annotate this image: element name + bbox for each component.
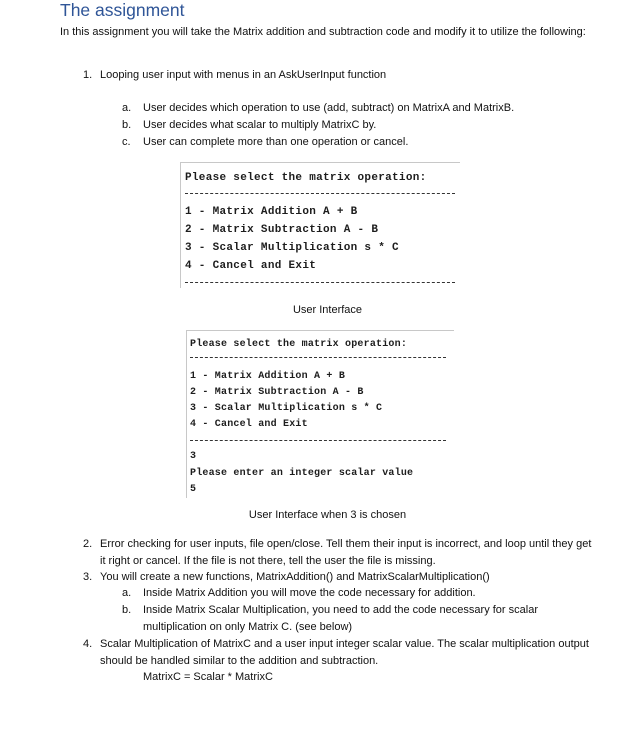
item-2-text: Error checking for user inputs, file open/close. Tell them their input is incorrect, and loop until they get it right or cancel. If the file is not there, tell the user the file is missing. <box>100 538 592 567</box>
console-prompt: Please select the matrix operation: <box>185 172 427 184</box>
console-option: 1 - Matrix Addition A + B <box>185 206 358 218</box>
console-scalar-value: 5 <box>190 484 197 495</box>
item-4-number: 4. <box>83 638 93 650</box>
item-3b-text: Inside Matrix Scalar Multiplication, you need to add the code necessary for scalar multiplication on only Matrix C. (see below) <box>143 604 538 633</box>
console-option: 4 - Cancel and Exit <box>190 419 308 430</box>
console-divider <box>190 440 446 441</box>
console-option: 2 - Matrix Subtraction A - B <box>190 387 364 398</box>
page-title: The assignment <box>60 0 185 20</box>
item-4-formula: MatrixC = Scalar * MatrixC <box>143 671 273 683</box>
console-screenshot-menu <box>180 162 460 290</box>
item-3a-letter: a. <box>122 587 132 599</box>
item-3-text: You will create a new functions, MatrixAddition() and MatrixScalarMultiplication() <box>100 571 490 583</box>
console-border <box>186 330 187 498</box>
item-3b-letter: b. <box>122 604 132 616</box>
console-border <box>180 162 460 163</box>
console-divider <box>185 193 455 194</box>
item-1a-text: User decides which operation to use (add, subtract) on MatrixA and MatrixB. <box>143 102 515 114</box>
console-option: 3 - Scalar Multiplication s * C <box>185 242 399 254</box>
console-option: 4 - Cancel and Exit <box>185 260 317 272</box>
intro-paragraph: In this assignment you will take the Matrix addition and subtraction code and modify it to utilize the following: <box>60 26 586 38</box>
console-border <box>186 330 454 331</box>
item-1c-text: User can complete more than one operation or cancel. <box>143 136 409 148</box>
item-1b-text: User decides what scalar to multiply MatrixC by. <box>143 119 377 131</box>
item-4-text: Scalar Multiplication of MatrixC and a user input integer scalar value. The scalar multiplication output should be handled similar to the addition and subtraction. <box>100 638 589 667</box>
console-option: 1 - Matrix Addition A + B <box>190 371 346 382</box>
item-1a-letter: a. <box>122 102 132 114</box>
console-option: 3 - Scalar Multiplication s * C <box>190 403 383 414</box>
item-3a-text: Inside Matrix Addition you will move the code necessary for addition. <box>143 587 476 599</box>
console-screenshot-scalar <box>186 330 454 500</box>
item-3-number: 3. <box>83 571 93 583</box>
console-border <box>180 162 181 288</box>
item-1-text: Looping user input with menus in an AskUserInput function <box>100 69 387 81</box>
console-divider <box>185 282 455 283</box>
figure-caption-scalar: User Interface when 3 is chosen <box>248 509 407 521</box>
item-1-number: 1. <box>83 69 93 81</box>
console-divider <box>190 357 446 358</box>
console-option: 2 - Matrix Subtraction A - B <box>185 224 379 236</box>
item-1c-letter: c. <box>122 136 131 148</box>
console-prompt: Please select the matrix operation: <box>190 339 408 350</box>
item-1b-letter: b. <box>122 119 132 131</box>
console-scalar-prompt: Please enter an integer scalar value <box>190 468 414 479</box>
console-choice: 3 <box>190 451 197 462</box>
figure-caption-user-interface: User Interface <box>292 304 363 316</box>
item-2-number: 2. <box>83 538 93 550</box>
